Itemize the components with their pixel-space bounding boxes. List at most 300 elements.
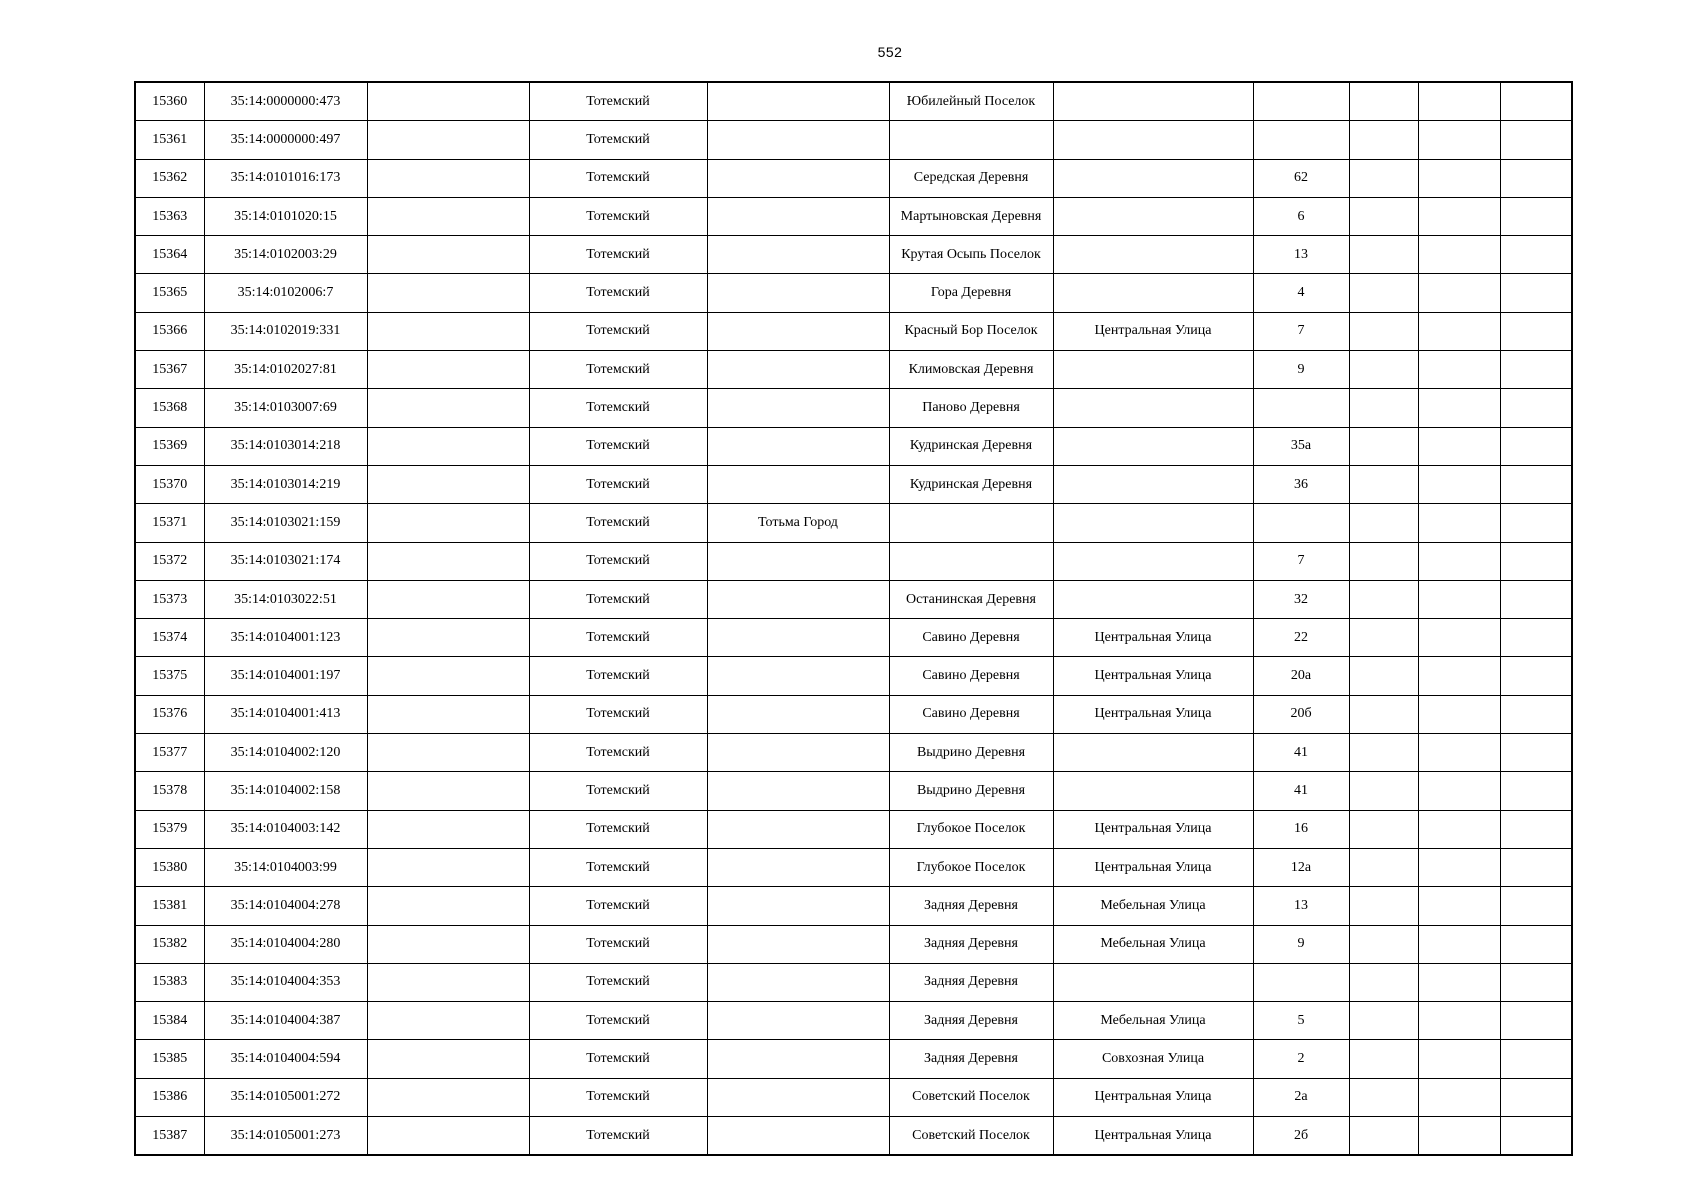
- cell-empty: [1500, 465, 1572, 503]
- cell-city: [707, 580, 889, 618]
- cell-cadastral-number: 35:14:0102003:29: [204, 236, 367, 274]
- table-row: [135, 82, 1572, 121]
- cell-cadastral-number: 35:14:0103014:218: [204, 427, 367, 465]
- cell-district: Тотемский: [529, 734, 707, 772]
- cell-street: Центральная Улица: [1053, 1078, 1253, 1116]
- cell-empty: [1418, 1002, 1500, 1040]
- cell-empty: [1500, 848, 1572, 886]
- cell-record-number: 15378: [135, 772, 204, 810]
- cell-record-number: 15369: [135, 427, 204, 465]
- cell-house: 2б: [1253, 1117, 1349, 1156]
- cell-empty: [1418, 580, 1500, 618]
- cell-empty: [367, 1040, 529, 1078]
- table-row: [135, 465, 1572, 503]
- table-row: [135, 351, 1572, 389]
- cell-street: [1053, 504, 1253, 542]
- table-row: [135, 542, 1572, 580]
- cell-house: 2: [1253, 1040, 1349, 1078]
- table-row: [135, 1078, 1572, 1116]
- cell-locality: Задняя Деревня: [889, 1002, 1053, 1040]
- cell-city: [707, 465, 889, 503]
- cell-empty: [1349, 159, 1418, 197]
- cell-street: Совхозная Улица: [1053, 1040, 1253, 1078]
- cell-district: Тотемский: [529, 810, 707, 848]
- cell-empty: [1349, 1078, 1418, 1116]
- page-number: 552: [877, 44, 903, 60]
- cell-city: [707, 427, 889, 465]
- cell-cadastral-number: 35:14:0104004:280: [204, 925, 367, 963]
- cell-street: Мебельная Улица: [1053, 887, 1253, 925]
- cell-empty: [367, 389, 529, 427]
- cell-locality: Выдрино Деревня: [889, 734, 1053, 772]
- cell-street: [1053, 963, 1253, 1001]
- cell-empty: [1349, 887, 1418, 925]
- cell-house: [1253, 963, 1349, 1001]
- cell-empty: [367, 925, 529, 963]
- table-row: [135, 657, 1572, 695]
- cell-empty: [1349, 1002, 1418, 1040]
- cell-locality: Паново Деревня: [889, 389, 1053, 427]
- cell-empty: [367, 619, 529, 657]
- cell-cadastral-number: 35:14:0104004:594: [204, 1040, 367, 1078]
- cell-empty: [1349, 963, 1418, 1001]
- cell-locality: Задняя Деревня: [889, 963, 1053, 1001]
- cell-empty: [1349, 734, 1418, 772]
- cell-empty: [367, 848, 529, 886]
- cell-empty: [1418, 465, 1500, 503]
- cell-empty: [367, 504, 529, 542]
- cell-empty: [1418, 848, 1500, 886]
- cell-district: Тотемский: [529, 963, 707, 1001]
- cell-cadastral-number: 35:14:0102027:81: [204, 351, 367, 389]
- cell-locality: Задняя Деревня: [889, 925, 1053, 963]
- cell-locality: Мартыновская Деревня: [889, 197, 1053, 235]
- cell-empty: [1500, 657, 1572, 695]
- cell-locality: Выдрино Деревня: [889, 772, 1053, 810]
- cell-district: Тотемский: [529, 465, 707, 503]
- cell-district: Тотемский: [529, 82, 707, 121]
- cell-empty: [1349, 274, 1418, 312]
- cell-cadastral-number: 35:14:0101020:15: [204, 197, 367, 235]
- cell-house: 12а: [1253, 848, 1349, 886]
- cell-empty: [367, 82, 529, 121]
- cell-empty: [367, 810, 529, 848]
- cell-empty: [1500, 159, 1572, 197]
- cell-empty: [1500, 274, 1572, 312]
- cell-record-number: 15374: [135, 619, 204, 657]
- cell-empty: [1500, 427, 1572, 465]
- cell-district: Тотемский: [529, 1040, 707, 1078]
- cell-cadastral-number: 35:14:0103007:69: [204, 389, 367, 427]
- cell-record-number: 15368: [135, 389, 204, 427]
- cell-street: Мебельная Улица: [1053, 925, 1253, 963]
- cell-empty: [1500, 82, 1572, 121]
- cell-street: Центральная Улица: [1053, 848, 1253, 886]
- cell-house: 62: [1253, 159, 1349, 197]
- cell-record-number: 15362: [135, 159, 204, 197]
- cell-house: 5: [1253, 1002, 1349, 1040]
- cell-district: Тотемский: [529, 427, 707, 465]
- cell-empty: [1349, 772, 1418, 810]
- cell-district: Тотемский: [529, 274, 707, 312]
- table-row: [135, 504, 1572, 542]
- cell-street: [1053, 82, 1253, 121]
- cell-empty: [1500, 963, 1572, 1001]
- cell-city: [707, 657, 889, 695]
- cell-record-number: 15379: [135, 810, 204, 848]
- table-row: [135, 389, 1572, 427]
- cell-locality: Крутая Осыпь Поселок: [889, 236, 1053, 274]
- cell-empty: [1418, 274, 1500, 312]
- cell-empty: [1500, 121, 1572, 159]
- table-row: [135, 963, 1572, 1001]
- cell-cadastral-number: 35:14:0104001:413: [204, 695, 367, 733]
- cell-city: Тотьма Город: [707, 504, 889, 542]
- cell-cadastral-number: 35:14:0104001:197: [204, 657, 367, 695]
- cell-locality: Савино Деревня: [889, 619, 1053, 657]
- cell-empty: [1418, 121, 1500, 159]
- cell-record-number: 15373: [135, 580, 204, 618]
- cell-record-number: 15385: [135, 1040, 204, 1078]
- cell-record-number: 15370: [135, 465, 204, 503]
- cell-cadastral-number: 35:14:0104002:158: [204, 772, 367, 810]
- cell-district: Тотемский: [529, 695, 707, 733]
- cell-empty: [1500, 580, 1572, 618]
- cell-house: 20б: [1253, 695, 1349, 733]
- cell-empty: [367, 1078, 529, 1116]
- cell-empty: [1418, 695, 1500, 733]
- cell-locality: Задняя Деревня: [889, 1040, 1053, 1078]
- cell-city: [707, 772, 889, 810]
- cell-cadastral-number: 35:14:0103021:159: [204, 504, 367, 542]
- cell-house: 13: [1253, 236, 1349, 274]
- cell-empty: [367, 427, 529, 465]
- table-row: [135, 427, 1572, 465]
- cell-empty: [1349, 542, 1418, 580]
- cell-record-number: 15386: [135, 1078, 204, 1116]
- table-row: [135, 925, 1572, 963]
- cell-empty: [1500, 810, 1572, 848]
- table-row: [135, 772, 1572, 810]
- cell-empty: [1349, 810, 1418, 848]
- cell-city: [707, 734, 889, 772]
- cell-street: Центральная Улица: [1053, 695, 1253, 733]
- cell-empty: [1500, 772, 1572, 810]
- cell-record-number: 15371: [135, 504, 204, 542]
- cell-empty: [367, 887, 529, 925]
- cell-street: Центральная Улица: [1053, 810, 1253, 848]
- cell-cadastral-number: 35:14:0000000:473: [204, 82, 367, 121]
- cell-empty: [1349, 657, 1418, 695]
- table-row: [135, 1002, 1572, 1040]
- cell-empty: [1500, 734, 1572, 772]
- cell-street: [1053, 734, 1253, 772]
- cell-street: [1053, 159, 1253, 197]
- cell-street: Центральная Улица: [1053, 1117, 1253, 1156]
- cell-empty: [1418, 542, 1500, 580]
- cell-city: [707, 848, 889, 886]
- cell-empty: [367, 312, 529, 350]
- cell-district: Тотемский: [529, 887, 707, 925]
- cell-empty: [1349, 121, 1418, 159]
- cell-district: Тотемский: [529, 657, 707, 695]
- cell-house: 9: [1253, 925, 1349, 963]
- cell-street: [1053, 274, 1253, 312]
- cell-street: [1053, 236, 1253, 274]
- cell-empty: [1349, 427, 1418, 465]
- cell-house: 32: [1253, 580, 1349, 618]
- cell-city: [707, 542, 889, 580]
- table-row: [135, 312, 1572, 350]
- table-row: [135, 197, 1572, 235]
- cell-empty: [1500, 389, 1572, 427]
- cell-locality: Глубокое Поселок: [889, 848, 1053, 886]
- cell-district: Тотемский: [529, 925, 707, 963]
- cell-street: [1053, 121, 1253, 159]
- cell-empty: [1349, 695, 1418, 733]
- cell-house: 35а: [1253, 427, 1349, 465]
- cell-empty: [1349, 82, 1418, 121]
- table-row: [135, 1117, 1572, 1156]
- cell-empty: [1349, 619, 1418, 657]
- cell-empty: [367, 542, 529, 580]
- cell-house: 2а: [1253, 1078, 1349, 1116]
- cell-cadastral-number: 35:14:0102006:7: [204, 274, 367, 312]
- cell-empty: [1500, 312, 1572, 350]
- cell-empty: [1349, 1040, 1418, 1078]
- cell-empty: [1349, 197, 1418, 235]
- cell-record-number: 15372: [135, 542, 204, 580]
- cell-empty: [1500, 351, 1572, 389]
- table-row: [135, 159, 1572, 197]
- cell-empty: [1418, 963, 1500, 1001]
- table-row: [135, 580, 1572, 618]
- cell-empty: [367, 580, 529, 618]
- cell-locality: [889, 121, 1053, 159]
- cell-district: Тотемский: [529, 580, 707, 618]
- cell-empty: [1500, 197, 1572, 235]
- cell-record-number: 15367: [135, 351, 204, 389]
- cell-locality: Кудринская Деревня: [889, 427, 1053, 465]
- cell-city: [707, 312, 889, 350]
- cell-cadastral-number: 35:14:0105001:273: [204, 1117, 367, 1156]
- cell-cadastral-number: 35:14:0104004:353: [204, 963, 367, 1001]
- cell-empty: [1349, 504, 1418, 542]
- cell-empty: [1349, 312, 1418, 350]
- cell-district: Тотемский: [529, 159, 707, 197]
- cell-cadastral-number: 35:14:0105001:272: [204, 1078, 367, 1116]
- cell-record-number: 15384: [135, 1002, 204, 1040]
- cell-house: 6: [1253, 197, 1349, 235]
- cell-house: [1253, 82, 1349, 121]
- cell-record-number: 15364: [135, 236, 204, 274]
- registry-table: [134, 81, 1573, 1156]
- cell-city: [707, 925, 889, 963]
- cell-cadastral-number: 35:14:0103022:51: [204, 580, 367, 618]
- cell-empty: [367, 963, 529, 1001]
- cell-locality: Гора Деревня: [889, 274, 1053, 312]
- cell-house: 41: [1253, 772, 1349, 810]
- cell-city: [707, 810, 889, 848]
- cell-empty: [1418, 1117, 1500, 1156]
- cell-empty: [367, 1002, 529, 1040]
- cell-record-number: 15380: [135, 848, 204, 886]
- cell-empty: [1500, 1117, 1572, 1156]
- cell-empty: [1418, 619, 1500, 657]
- cell-street: [1053, 465, 1253, 503]
- cell-district: Тотемский: [529, 504, 707, 542]
- cell-house: 7: [1253, 312, 1349, 350]
- cell-record-number: 15365: [135, 274, 204, 312]
- cell-empty: [1418, 351, 1500, 389]
- cell-street: [1053, 389, 1253, 427]
- cell-cadastral-number: 35:14:0104001:123: [204, 619, 367, 657]
- cell-locality: [889, 542, 1053, 580]
- cell-empty: [1349, 351, 1418, 389]
- cell-house: 13: [1253, 887, 1349, 925]
- cell-empty: [1500, 542, 1572, 580]
- cell-locality: Глубокое Поселок: [889, 810, 1053, 848]
- cell-empty: [1500, 504, 1572, 542]
- cell-empty: [367, 695, 529, 733]
- table-body: [135, 82, 1572, 1155]
- cell-empty: [367, 772, 529, 810]
- cell-street: Центральная Улица: [1053, 312, 1253, 350]
- cell-empty: [1500, 619, 1572, 657]
- cell-cadastral-number: 35:14:0103021:174: [204, 542, 367, 580]
- cell-empty: [1500, 887, 1572, 925]
- cell-city: [707, 197, 889, 235]
- cell-locality: Савино Деревня: [889, 657, 1053, 695]
- cell-empty: [1418, 389, 1500, 427]
- cell-street: Центральная Улица: [1053, 657, 1253, 695]
- cell-empty: [1418, 159, 1500, 197]
- cell-city: [707, 1040, 889, 1078]
- cell-city: [707, 159, 889, 197]
- cell-house: 22: [1253, 619, 1349, 657]
- cell-record-number: 15375: [135, 657, 204, 695]
- cell-cadastral-number: 35:14:0104003:99: [204, 848, 367, 886]
- cell-house: [1253, 504, 1349, 542]
- cell-locality: Юбилейный Поселок: [889, 82, 1053, 121]
- cell-empty: [1418, 887, 1500, 925]
- cell-locality: Красный Бор Поселок: [889, 312, 1053, 350]
- cell-empty: [367, 351, 529, 389]
- cell-empty: [1500, 1078, 1572, 1116]
- cell-empty: [1418, 82, 1500, 121]
- table-row: [135, 236, 1572, 274]
- cell-empty: [1418, 657, 1500, 695]
- cell-record-number: 15363: [135, 197, 204, 235]
- cell-district: Тотемский: [529, 1117, 707, 1156]
- cell-city: [707, 1002, 889, 1040]
- cell-record-number: 15387: [135, 1117, 204, 1156]
- cell-cadastral-number: 35:14:0101016:173: [204, 159, 367, 197]
- cell-house: 7: [1253, 542, 1349, 580]
- cell-street: Мебельная Улица: [1053, 1002, 1253, 1040]
- cell-record-number: 15366: [135, 312, 204, 350]
- cell-street: [1053, 427, 1253, 465]
- cell-city: [707, 695, 889, 733]
- table-row: [135, 734, 1572, 772]
- cell-district: Тотемский: [529, 1002, 707, 1040]
- table-row: [135, 1040, 1572, 1078]
- cell-house: [1253, 389, 1349, 427]
- cell-city: [707, 351, 889, 389]
- cell-house: [1253, 121, 1349, 159]
- cell-house: 9: [1253, 351, 1349, 389]
- cell-empty: [1349, 465, 1418, 503]
- cell-empty: [1349, 580, 1418, 618]
- cell-record-number: 15382: [135, 925, 204, 963]
- cell-district: Тотемский: [529, 848, 707, 886]
- cell-locality: Задняя Деревня: [889, 887, 1053, 925]
- cell-city: [707, 236, 889, 274]
- cell-empty: [367, 236, 529, 274]
- cell-empty: [1349, 848, 1418, 886]
- cell-empty: [1418, 312, 1500, 350]
- cell-city: [707, 121, 889, 159]
- cell-city: [707, 1117, 889, 1156]
- cell-district: Тотемский: [529, 619, 707, 657]
- cell-empty: [1349, 236, 1418, 274]
- cell-empty: [1418, 810, 1500, 848]
- cell-record-number: 15383: [135, 963, 204, 1001]
- cell-locality: Кудринская Деревня: [889, 465, 1053, 503]
- cell-record-number: 15376: [135, 695, 204, 733]
- cell-cadastral-number: 35:14:0102019:331: [204, 312, 367, 350]
- cell-locality: Советский Поселок: [889, 1078, 1053, 1116]
- cell-empty: [367, 274, 529, 312]
- cell-street: Центральная Улица: [1053, 619, 1253, 657]
- cell-empty: [1500, 236, 1572, 274]
- table-row: [135, 887, 1572, 925]
- cell-house: 16: [1253, 810, 1349, 848]
- cell-street: [1053, 772, 1253, 810]
- table-row: [135, 619, 1572, 657]
- cell-district: Тотемский: [529, 351, 707, 389]
- cell-city: [707, 887, 889, 925]
- cell-locality: Середская Деревня: [889, 159, 1053, 197]
- table-row: [135, 810, 1572, 848]
- cell-locality: Климовская Деревня: [889, 351, 1053, 389]
- cell-city: [707, 963, 889, 1001]
- cell-empty: [1500, 695, 1572, 733]
- cell-cadastral-number: 35:14:0103014:219: [204, 465, 367, 503]
- cell-empty: [1418, 504, 1500, 542]
- cell-street: [1053, 542, 1253, 580]
- cell-empty: [1418, 772, 1500, 810]
- cell-district: Тотемский: [529, 542, 707, 580]
- cell-cadastral-number: 35:14:0104002:120: [204, 734, 367, 772]
- cell-street: [1053, 197, 1253, 235]
- cell-empty: [1500, 925, 1572, 963]
- cell-empty: [1349, 925, 1418, 963]
- cell-city: [707, 619, 889, 657]
- cell-house: 41: [1253, 734, 1349, 772]
- cell-house: 36: [1253, 465, 1349, 503]
- cell-locality: Савино Деревня: [889, 695, 1053, 733]
- cell-empty: [1418, 197, 1500, 235]
- cell-empty: [367, 1117, 529, 1156]
- cell-cadastral-number: 35:14:0104004:278: [204, 887, 367, 925]
- cell-empty: [1500, 1002, 1572, 1040]
- table-row: [135, 848, 1572, 886]
- cell-district: Тотемский: [529, 121, 707, 159]
- cell-city: [707, 82, 889, 121]
- cell-district: Тотемский: [529, 772, 707, 810]
- table-row: [135, 121, 1572, 159]
